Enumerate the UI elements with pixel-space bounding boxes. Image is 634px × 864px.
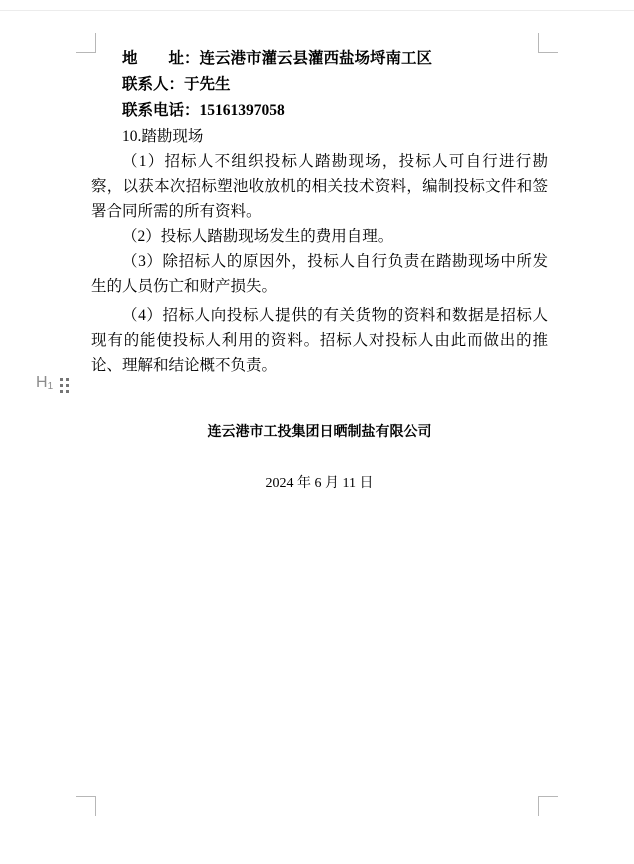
address-value: 连云港市灌云县灌西盐场埒南工区 bbox=[199, 50, 433, 67]
margin-crop-mark-bottom-left bbox=[76, 796, 96, 816]
page-top-boundary bbox=[0, 10, 634, 11]
signature-company: 连云港市工投集团日晒制盐有限公司 bbox=[207, 425, 432, 440]
paragraph-4: （4）招标人向投标人提供的有关货物的资料和数据是招标人现有的能使投标人利用的资料。招标人对投标人由此而做出的推论、理解和结论概不负责。 bbox=[91, 307, 548, 374]
paragraph-2: （2）投标人踏勘现场发生的费用自理。 bbox=[122, 228, 394, 245]
contact-person-line bbox=[91, 72, 548, 98]
contact-person-value: 于先生 bbox=[184, 76, 231, 93]
drag-handle-icon[interactable] bbox=[60, 378, 69, 393]
section-heading: 10.踏勘现场 bbox=[122, 128, 204, 145]
signature-date: 2024 年 6 月 11 日 bbox=[265, 476, 374, 491]
phone-label: 联系电话： bbox=[122, 102, 200, 119]
paragraph-1: （1）招标人不组织投标人踏勘现场，投标人可自行进行勘察，以获本次招标塑池收放机的相关技术资料，编制投标文件和签署合同所需的所有资料。 bbox=[91, 153, 548, 220]
address-line bbox=[91, 46, 548, 72]
editor-block-handle bbox=[36, 373, 69, 397]
document-body bbox=[91, 46, 548, 378]
contact-person-label: 联系人： bbox=[122, 76, 185, 93]
phone-line bbox=[91, 98, 548, 124]
address-label: 地 址： bbox=[122, 50, 200, 67]
phone-value: 15161397058 bbox=[199, 102, 285, 119]
paragraph-3: （3）除招标人的原因外，投标人自行负责在踏勘现场中所发生的人员伤亡和财产损失。 bbox=[91, 253, 548, 295]
margin-crop-mark-bottom-right bbox=[538, 796, 558, 816]
heading-level-number: 1 bbox=[47, 381, 54, 392]
contact-block bbox=[91, 46, 548, 124]
heading-level-letter: H bbox=[36, 374, 48, 391]
heading-level-button[interactable] bbox=[36, 373, 53, 397]
